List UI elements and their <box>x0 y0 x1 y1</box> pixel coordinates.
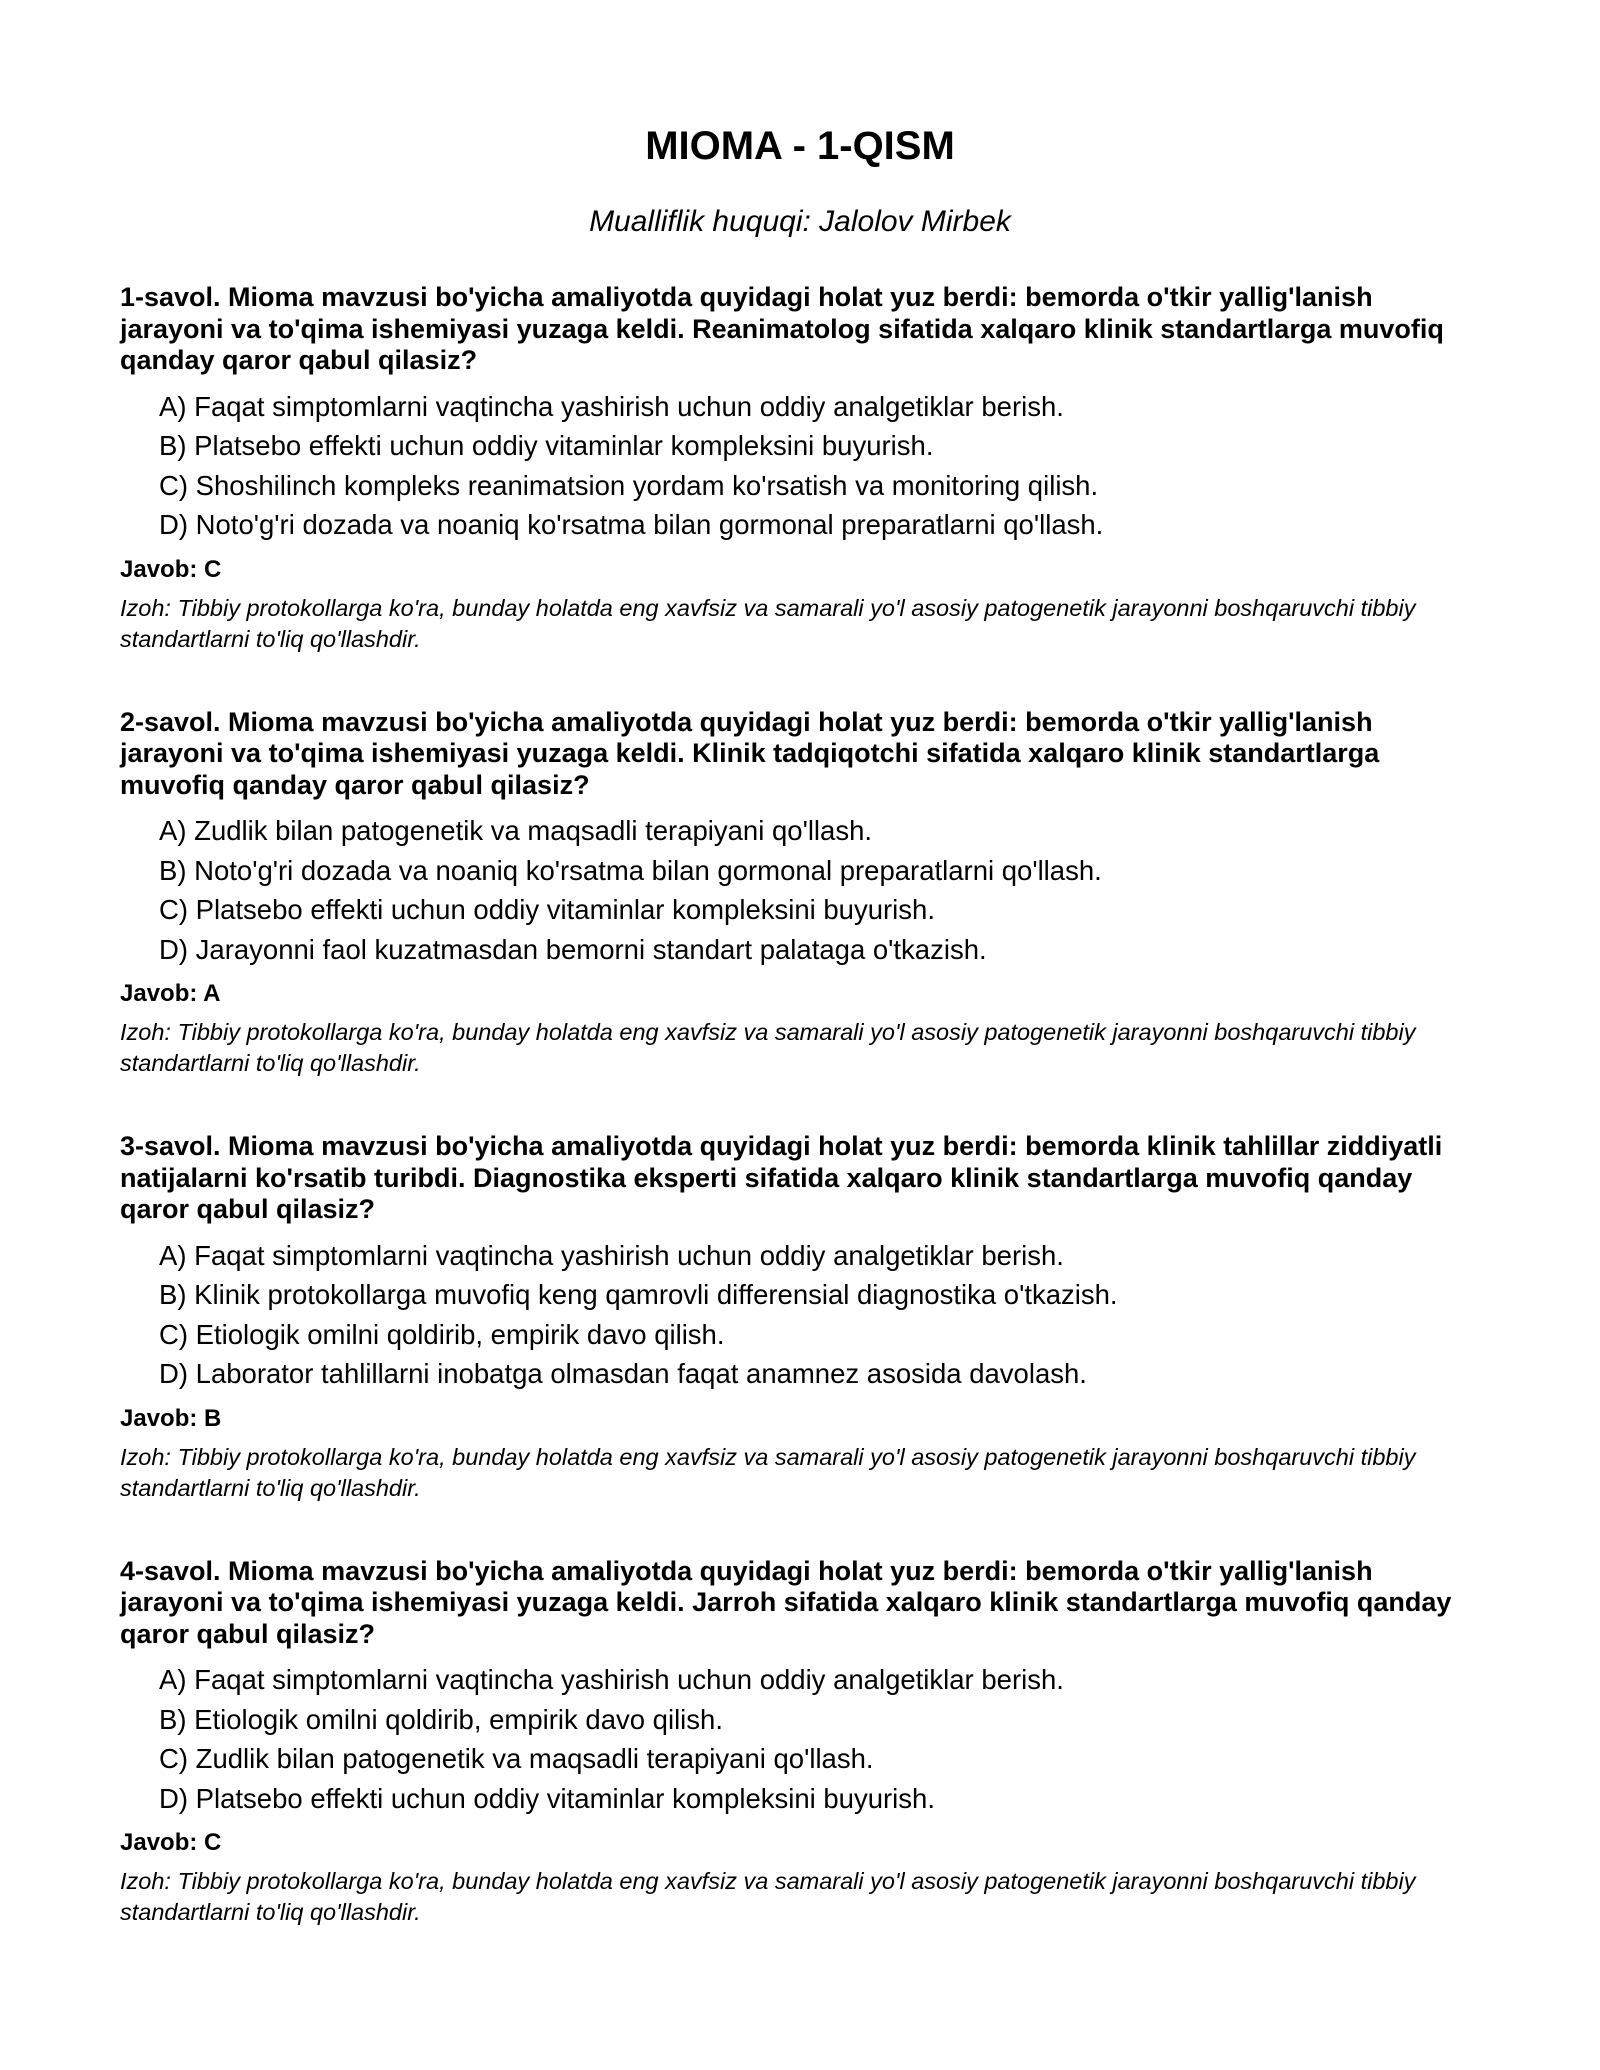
question-text: 4-savol. Mioma mavzusi bo'yicha amaliyotda quyidagi holat yuz berdi: bemorda o'tkir yallig'lanish jarayoni va to'qima ishemiyasi yuzaga keldi. Jarroh sifatida xalqaro klinik standartlarga muvofiq qanday qaror qabul qilasiz? <box>120 1555 1452 1649</box>
option-c: C) Platsebo effekti uchun oddiy vitaminlar kompleksini buyurish. <box>159 894 935 925</box>
option-list <box>120 811 1480 969</box>
option-b: B) Platsebo effekti uchun oddiy vitaminlar kompleksini buyurish. <box>159 430 934 461</box>
explanation-note: Izoh: Tibbiy protokollarga ko'ra, bunday holatda eng xavfsiz va samarali yo'l asosiy patogenetik jarayonni boshqaruvchi tibbiy standartlarni to'liq qo'llashdir. <box>120 1019 1416 1076</box>
answer-label: Javob: C <box>120 1829 222 1856</box>
question-text: 1-savol. Mioma mavzusi bo'yicha amaliyotda quyidagi holat yuz berdi: bemorda o'tkir yallig'lanish jarayoni va to'qima ishemiyasi yuzaga keldi. Reanimatolog sifatida xalqaro klinik standartlarga muvofiq qanday qaror qabul qilasiz? <box>120 282 1444 375</box>
question-block-3 <box>120 1131 1480 1504</box>
option-list <box>120 387 1480 545</box>
question-block-2 <box>120 707 1480 1080</box>
option-a: A) Faqat simptomlarni vaqtincha yashirish uchun oddiy analgetiklar berish. <box>159 1239 1064 1271</box>
question-text: 2-savol. Mioma mavzusi bo'yicha amaliyotda quyidagi holat yuz berdi: bemorda o'tkir yallig'lanish jarayoni va to'qima ishemiyasi yuzaga keldi. Klinik tadqiqotchi sifatida xalqaro klinik standartlarga muvofiq qanday qaror qabul qilasiz? <box>120 706 1380 800</box>
option-a: A) Zudlik bilan patogenetik va maqsadli terapiyani qo'llash. <box>159 815 873 846</box>
option-d: D) Noto'g'ri dozada va noaniq ko'rsatma bilan gormonal preparatlarni qo'llash. <box>159 509 1104 540</box>
answer-label: Javob: A <box>120 980 221 1007</box>
option-d: D) Platsebo effekti uchun oddiy vitaminlar kompleksini buyurish. <box>159 1782 935 1814</box>
option-c: C) Shoshilinch kompleks reanimatsion yordam ko'rsatish va monitoring qilish. <box>159 469 1099 501</box>
question-list <box>120 282 1480 1928</box>
option-d: D) Laborator tahlillarni inobatga olmasdan faqat anamnez asosida davolash. <box>159 1358 1087 1389</box>
option-a: A) Faqat simptomlarni vaqtincha yashirish uchun oddiy analgetiklar berish. <box>159 390 1064 422</box>
explanation-note: Izoh: Tibbiy protokollarga ko'ra, bunday holatda eng xavfsiz va samarali yo'l asosiy patogenetik jarayonni boshqaruvchi tibbiy standartlarni to'liq qo'llashdir. <box>120 1443 1416 1501</box>
question-block-4 <box>120 1556 1480 1929</box>
option-b: B) Klinik protokollarga muvofiq keng qamrovli differensial diagnostika o'tkazish. <box>159 1279 1118 1310</box>
document-title: MIOMA - 1-QISM <box>645 124 955 168</box>
option-c: C) Etiologik omilni qoldirib, empirik davo qilish. <box>159 1318 725 1350</box>
option-b: B) Noto'g'ri dozada va noaniq ko'rsatma bilan gormonal preparatlarni qo'llash. <box>159 854 1102 886</box>
answer-label: Javob: B <box>120 1404 222 1432</box>
option-a: A) Faqat simptomlarni vaqtincha yashirish uchun oddiy analgetiklar berish. <box>159 1664 1064 1695</box>
option-c: C) Zudlik bilan patogenetik va maqsadli terapiyani qo'llash. <box>159 1743 874 1774</box>
question-block-1 <box>120 282 1480 655</box>
document-subtitle: Mualliflik huquqi: Jalolov Mirbek <box>589 205 1011 238</box>
option-d: D) Jarayonni faol kuzatmasdan bemorni standart palataga o'tkazish. <box>159 933 987 965</box>
option-list <box>120 1236 1480 1394</box>
option-b: B) Etiologik omilni qoldirib, empirik davo qilish. <box>159 1703 723 1735</box>
answer-label: Javob: C <box>120 555 222 583</box>
explanation-note: Izoh: Tibbiy protokollarga ko'ra, bunday holatda eng xavfsiz va samarali yo'l asosiy patogenetik jarayonni boshqaruvchi tibbiy standartlarni to'liq qo'llashdir. <box>120 1868 1416 1925</box>
option-list <box>120 1660 1480 1818</box>
explanation-note: Izoh: Tibbiy protokollarga ko'ra, bunday holatda eng xavfsiz va samarali yo'l asosiy patogenetik jarayonni boshqaruvchi tibbiy standartlarni to'liq qo'llashdir. <box>120 594 1416 652</box>
question-text: 3-savol. Mioma mavzusi bo'yicha amaliyotda quyidagi holat yuz berdi: bemorda klinik tahlillar ziddiyatli natijalarni ko'rsatib turibdi. Diagnostika eksperti sifatida xalqaro klinik standartlarga muvofiq qanday qaror qabul qilasiz? <box>120 1131 1443 1224</box>
